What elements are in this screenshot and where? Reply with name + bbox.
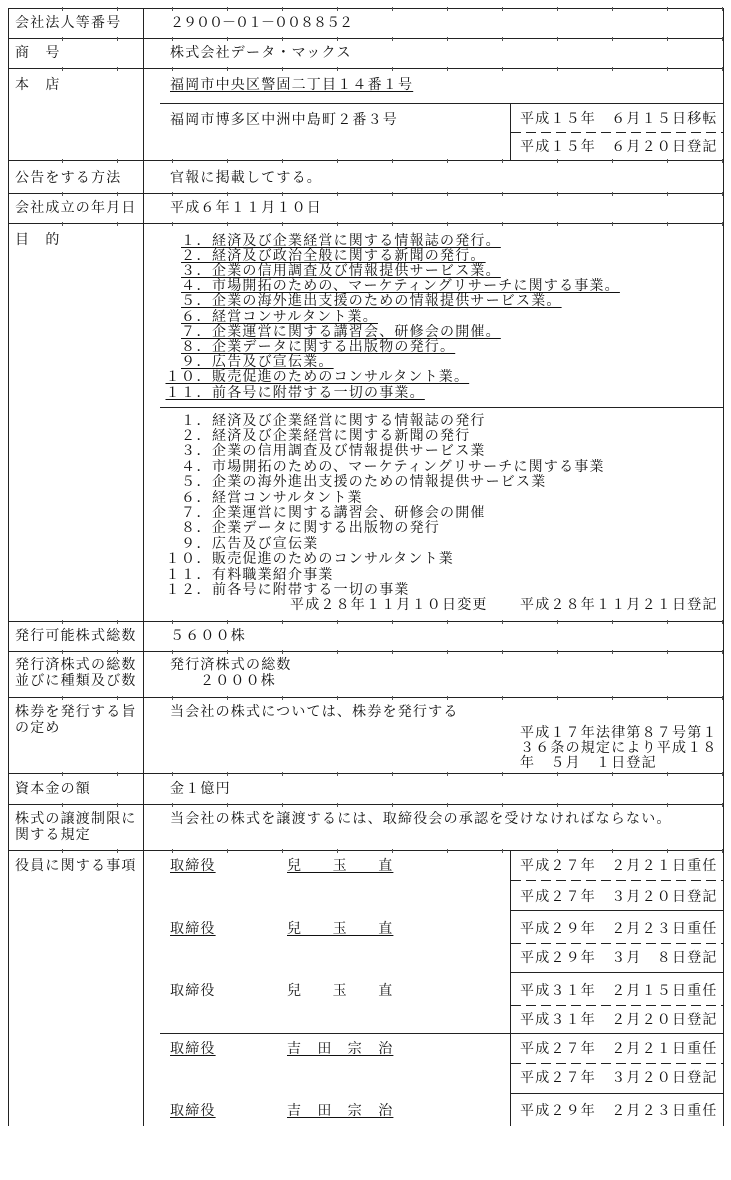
item-number: ３． bbox=[181, 443, 212, 460]
label-issued-shares-line2: 並びに種類及び数 bbox=[15, 673, 137, 689]
officer-name: 兒 玉 直 bbox=[287, 920, 394, 937]
purpose-current-item bbox=[163, 583, 410, 598]
issued-shares-value-line2: ２０００株 bbox=[200, 673, 276, 689]
entry-divider bbox=[160, 407, 724, 408]
table-left-border bbox=[8, 8, 9, 1126]
item-text: 市場開拓のための、マーケティングリサーチに関する事業 bbox=[212, 458, 605, 475]
date-dashed-divider bbox=[511, 132, 723, 133]
purpose-previous-item bbox=[163, 325, 501, 340]
table-top-border bbox=[8, 8, 724, 9]
date-dashed-divider bbox=[511, 1063, 723, 1064]
purpose-current-item bbox=[163, 521, 440, 536]
purpose-current-item bbox=[163, 444, 486, 459]
officer-name: 吉 田 宗 治 bbox=[287, 1102, 394, 1119]
capital-value: 金１億円 bbox=[170, 781, 231, 797]
label-share-certificates-line1: 株券を発行する旨 bbox=[15, 704, 137, 720]
row-divider bbox=[8, 68, 724, 69]
officer-event-date: 平成２７年 ２月２１日重任 bbox=[520, 857, 718, 874]
item-number: １１． bbox=[165, 566, 212, 583]
officer-title: 取締役 bbox=[170, 857, 216, 874]
entry-divider bbox=[160, 103, 724, 104]
officer-name: 吉 田 宗 治 bbox=[287, 1040, 394, 1057]
label-transfer-restriction-line2: 関する規定 bbox=[15, 827, 91, 843]
item-number: ８． bbox=[181, 338, 212, 355]
label-issued-shares-line1: 発行済株式の総数 bbox=[15, 657, 137, 673]
row-divider bbox=[8, 804, 724, 805]
purpose-current-item bbox=[163, 552, 454, 567]
date-dashed-divider bbox=[511, 880, 723, 881]
share-certificates-value: 当会社の株式については、株券を発行する bbox=[170, 704, 459, 720]
purpose-previous-item bbox=[163, 370, 469, 385]
item-text: 有料職業紹介事業 bbox=[212, 566, 334, 583]
item-text: 経営コンサルタント業。 bbox=[212, 308, 378, 325]
item-number: ５． bbox=[181, 293, 212, 310]
date-cell-divider bbox=[510, 972, 724, 973]
item-text: 広告及び宣伝業 bbox=[212, 535, 319, 552]
item-text: 経済及び企業経営に関する新聞の発行 bbox=[212, 427, 471, 444]
date-column-divider bbox=[510, 850, 511, 1126]
item-text: 前各号に附帯する一切の事業 bbox=[212, 581, 410, 598]
item-number: ２． bbox=[181, 247, 212, 264]
row-divider bbox=[8, 621, 724, 622]
purpose-current-item bbox=[163, 460, 605, 475]
item-number: ６． bbox=[181, 489, 212, 506]
purpose-registration-date: 平成２８年１１月２１日登記 bbox=[520, 596, 718, 613]
label-public-notice: 公告をする方法 bbox=[15, 170, 122, 186]
trade-name-value: 株式会社データ・マックス bbox=[170, 45, 352, 61]
item-number: ５． bbox=[181, 474, 212, 491]
item-text: 企業データに関する出版物の発行 bbox=[212, 520, 440, 537]
row-divider bbox=[8, 223, 724, 224]
purpose-current-item bbox=[163, 475, 546, 490]
item-text: 企業の信用調査及び情報提供サービス業 bbox=[212, 443, 486, 460]
head-office-registration-date: 平成１５年 ６月２０日登記 bbox=[520, 139, 718, 155]
item-text: 前各号に附帯する一切の事業。 bbox=[212, 384, 425, 401]
entry-divider bbox=[160, 1033, 724, 1034]
item-number: ７． bbox=[181, 504, 212, 521]
officer-registration-date: 平成２７年 ３月２０日登記 bbox=[520, 888, 718, 905]
head-office-change-date: 平成１５年 ６月１５日移転 bbox=[520, 111, 718, 127]
officer-event-date: 平成２７年 ２月２１日重任 bbox=[520, 1040, 718, 1057]
item-text: 企業の海外進出支援のための情報提供サービス業。 bbox=[212, 293, 562, 310]
label-share-certificates-line2: の定め bbox=[15, 720, 61, 736]
item-text: 市場開拓のための、マーケティングリサーチに関する事業。 bbox=[212, 278, 620, 295]
establishment-value: 平成６年１１月１０日 bbox=[170, 200, 322, 216]
officer-registration-date: 平成２９年 ３月 ８日登記 bbox=[520, 949, 718, 966]
purpose-change-date: 平成２８年１１月１０日変更 bbox=[290, 596, 488, 613]
item-text: 経済及び企業経営に関する情報誌の発行 bbox=[212, 412, 486, 429]
public-notice-value: 官報に掲載してする。 bbox=[170, 170, 322, 186]
date-dashed-divider bbox=[511, 1005, 723, 1006]
label-officers: 役員に関する事項 bbox=[15, 858, 137, 874]
purpose-current-item bbox=[163, 491, 363, 506]
item-number: ６． bbox=[181, 308, 212, 325]
row-divider bbox=[8, 850, 724, 851]
row-divider bbox=[8, 38, 724, 39]
label-transfer-restriction-line1: 株式の譲渡制限に bbox=[15, 811, 137, 827]
date-cell-divider bbox=[510, 1093, 724, 1094]
share-certificates-note-line: 年 ５月 １日登記 bbox=[520, 754, 657, 771]
share-certificates-note-line: 平成１７年法律第８７号第１ bbox=[520, 724, 718, 741]
authorized-shares-value: ５６００株 bbox=[170, 628, 246, 644]
purpose-current-item bbox=[163, 537, 318, 552]
purpose-previous-item bbox=[163, 249, 486, 264]
purpose-previous-item bbox=[163, 310, 378, 325]
item-text: 広告及び宣伝業。 bbox=[212, 354, 334, 371]
item-text: 経済及び企業経営に関する情報誌の発行。 bbox=[212, 232, 501, 249]
label-capital: 資本金の額 bbox=[15, 781, 91, 797]
item-number: １０． bbox=[165, 369, 212, 386]
table-right-border bbox=[723, 8, 724, 1126]
item-text: 企業運営に関する講習会、研修会の開催 bbox=[212, 504, 486, 521]
purpose-current-item bbox=[163, 568, 334, 583]
item-number: ４． bbox=[181, 278, 212, 295]
label-authorized-shares: 発行可能株式総数 bbox=[15, 628, 137, 644]
item-number: １１． bbox=[165, 384, 212, 401]
item-text: 企業データに関する出版物の発行。 bbox=[212, 338, 456, 355]
purpose-previous-item bbox=[163, 294, 562, 309]
label-establishment: 会社成立の年月日 bbox=[15, 200, 137, 216]
officer-title: 取締役 bbox=[170, 1040, 216, 1057]
item-number: ３． bbox=[181, 262, 212, 279]
head-office-previous-address: 福岡市中央区警固二丁目１４番１号 bbox=[170, 77, 414, 93]
purpose-previous-item bbox=[163, 234, 501, 249]
officer-registration-date: 平成２７年 ３月２０日登記 bbox=[520, 1069, 718, 1086]
label-trade-name: 商 号 bbox=[15, 45, 61, 61]
purpose-current-item bbox=[163, 429, 470, 444]
item-text: 企業の信用調査及び情報提供サービス業。 bbox=[212, 262, 501, 279]
item-text: 企業の海外進出支援のための情報提供サービス業 bbox=[212, 474, 547, 491]
officer-event-date: 平成２９年 ２月２３日重任 bbox=[520, 920, 718, 937]
row-divider bbox=[8, 651, 724, 652]
corporate-number-value: ２９００－０１－００８８５２ bbox=[170, 15, 352, 31]
head-office-current-address: 福岡市博多区中洲中島町２番３号 bbox=[170, 112, 398, 128]
item-number: ４． bbox=[181, 458, 212, 475]
officer-name: 兒 玉 直 bbox=[287, 982, 394, 999]
officer-name: 兒 玉 直 bbox=[287, 857, 394, 874]
row-divider bbox=[8, 697, 724, 698]
item-number: １． bbox=[181, 232, 212, 249]
item-number: ８． bbox=[181, 520, 212, 537]
officer-registration-date: 平成３１年 ２月２０日登記 bbox=[520, 1011, 718, 1028]
row-divider bbox=[8, 773, 724, 774]
item-number: １０． bbox=[165, 551, 212, 568]
label-corporate-number: 会社法人等番号 bbox=[15, 15, 122, 31]
item-number: １２． bbox=[165, 581, 212, 598]
purpose-previous-item bbox=[163, 264, 501, 279]
officer-title: 取締役 bbox=[170, 920, 216, 937]
item-text: 販売促進のためのコンサルタント業。 bbox=[212, 369, 470, 386]
purpose-previous-item bbox=[163, 340, 455, 355]
item-number: ２． bbox=[181, 427, 212, 444]
share-certificates-note-line: ３６条の規定により平成１８ bbox=[520, 739, 718, 756]
item-number: ９． bbox=[181, 535, 212, 552]
purpose-previous-item bbox=[163, 386, 425, 401]
row-divider bbox=[8, 160, 724, 161]
issued-shares-value-line1: 発行済株式の総数 bbox=[170, 657, 292, 673]
date-dashed-divider bbox=[511, 943, 723, 944]
purpose-previous-item bbox=[163, 279, 620, 294]
label-purpose: 目 的 bbox=[15, 232, 61, 248]
purpose-current-item bbox=[163, 506, 486, 521]
transfer-restriction-value: 当会社の株式を譲渡するには、取締役会の承認を受けなければならない。 bbox=[170, 811, 672, 827]
item-number: ９． bbox=[181, 354, 212, 371]
officer-title: 取締役 bbox=[170, 982, 216, 999]
officer-event-date: 平成２９年 ２月２３日重任 bbox=[520, 1102, 718, 1119]
item-text: 経済及び政治全般に関する新聞の発行。 bbox=[212, 247, 486, 264]
officer-event-date: 平成３１年 ２月１５日重任 bbox=[520, 982, 718, 999]
date-cell-divider bbox=[510, 910, 724, 911]
officer-title: 取締役 bbox=[170, 1102, 216, 1119]
label-head-office: 本 店 bbox=[15, 77, 61, 93]
item-text: 販売促進のためのコンサルタント業 bbox=[212, 551, 454, 568]
purpose-previous-item bbox=[163, 355, 334, 370]
item-text: 企業運営に関する講習会、研修会の開催。 bbox=[212, 323, 501, 340]
purpose-current-item bbox=[163, 414, 486, 429]
item-text: 経営コンサルタント業 bbox=[212, 489, 363, 506]
item-number: １． bbox=[181, 412, 212, 429]
row-divider bbox=[8, 193, 724, 194]
label-column-divider bbox=[143, 8, 144, 1126]
item-number: ７． bbox=[181, 323, 212, 340]
